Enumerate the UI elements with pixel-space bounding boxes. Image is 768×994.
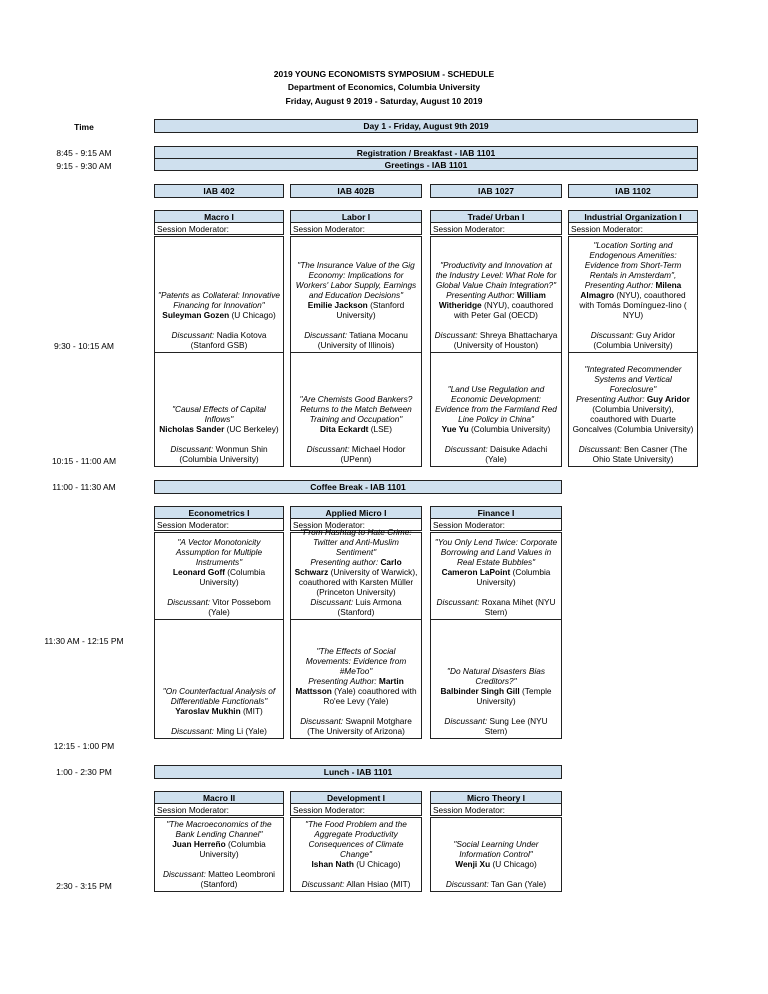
paper-title: "A Vector Monotonicity Assumption for Multiple Instruments"	[175, 537, 263, 567]
session-moderator: Session Moderator:	[430, 518, 562, 531]
session-moderator: Session Moderator:	[154, 803, 284, 816]
room-header: IAB 402	[154, 184, 284, 198]
discussant-name: Guy Aridor (Columbia University)	[593, 330, 676, 350]
author-affiliation: (UC Berkeley)	[224, 424, 279, 434]
discussant-line	[434, 716, 558, 736]
time-slot: 12:15 - 1:00 PM	[53, 741, 115, 751]
discussant-label: Discussant:	[301, 879, 345, 889]
session-title: Econometrics I	[154, 506, 284, 519]
registration-bar: Registration / Breakfast - IAB 1101	[154, 146, 698, 159]
time-slot: 2:30 - 3:15 PM	[56, 881, 112, 891]
greetings-bar: Greetings - IAB 1101	[154, 158, 698, 171]
time-slot: 10:15 - 11:00 AM	[51, 456, 117, 466]
discussant-name: Michael Hodor (UPenn)	[340, 444, 406, 464]
paper-block	[434, 260, 558, 320]
author-affiliation: (U Chicago)	[229, 310, 276, 320]
session-title: Industrial Organization I	[568, 210, 698, 223]
discussant-line	[434, 330, 558, 350]
session-moderator: Session Moderator:	[290, 222, 422, 235]
session-moderator: Session Moderator:	[430, 803, 562, 816]
session-title: Macro II	[154, 791, 284, 804]
author-name: Carlo Schwarz	[294, 557, 402, 577]
presenting-label: Presenting Author:	[576, 394, 647, 404]
presenting-label: Presenting Author:	[584, 280, 656, 290]
author-affiliation: (U Chicago)	[490, 859, 537, 869]
paper-block	[434, 384, 558, 434]
paper-block	[158, 404, 280, 434]
paper-block	[294, 260, 418, 320]
paper-cell	[430, 532, 562, 620]
discussant-label: Discussant:	[304, 330, 348, 340]
author-affiliation: (Columbia University)	[199, 567, 266, 587]
discussant-line	[294, 879, 418, 889]
paper-title: "Land Use Regulation and Economic Development: Evidence from the Farmland Red Line Policy in China"	[435, 384, 557, 424]
discussant-line	[294, 716, 418, 736]
paper-cell	[154, 817, 284, 892]
session-title: Labor I	[290, 210, 422, 223]
session-moderator: Session Moderator:	[568, 222, 698, 235]
author-name: Martin Mattsson	[295, 676, 404, 696]
author-affiliation: (Columbia University)	[476, 567, 551, 587]
author-affiliation: (NYU), coauthored with Peter Gal (OECD)	[454, 300, 554, 320]
paper-title: "You Only Lend Twice: Corporate Borrowing and Land Values in Real Estate Bubbles"	[434, 537, 558, 567]
discussant-label: Discussant:	[171, 330, 215, 340]
author-name: Juan Herreño	[172, 839, 226, 849]
discussant-line	[434, 444, 558, 464]
paper-title: "On Counterfactual Analysis of Differentiable Functionals"	[162, 686, 276, 706]
session-title: Trade/ Urban I	[430, 210, 562, 223]
discussant-label: Discussant:	[171, 726, 214, 736]
room-header: IAB 402B	[290, 184, 422, 198]
discussant-line	[572, 444, 694, 464]
author-affiliation: (MIT)	[240, 706, 263, 716]
time-slot: 1:00 - 2:30 PM	[56, 767, 112, 777]
discussant-label: Discussant:	[578, 444, 622, 454]
author-affiliation: (LSE)	[368, 424, 392, 434]
discussant-label: Discussant:	[434, 330, 478, 340]
lunch-bar: Lunch - IAB 1101	[154, 765, 562, 779]
paper-title: "The Effects of Social Movements: Evidence from #MeToo"	[305, 646, 407, 676]
day-banner: Day 1 - Friday, August 9th 2019	[154, 119, 698, 133]
discussant-line	[294, 330, 418, 350]
author-affiliation: (Columbia University), coauthored with Duarte Goncalves (Columbia University)	[572, 404, 694, 434]
paper-title: "From Hashtag to Hate Crime: Twitter and Anti-Muslim Sentiment"	[300, 527, 412, 557]
paper-block	[294, 819, 418, 869]
discussant-name: Luis Armona (Stanford)	[337, 597, 402, 617]
author-name: Milena Almagro	[580, 280, 682, 300]
author-affiliation: (University of Warwick), coauthored with Karsten Müller (Princeton University)	[298, 567, 418, 597]
discussant-name: Roxana Mihet (NYU Stern)	[481, 597, 556, 617]
paper-block	[158, 290, 280, 320]
discussant-name: Tan Gan (Yale)	[490, 879, 547, 889]
paper-block	[572, 240, 694, 320]
paper-cell	[290, 352, 422, 467]
author-name: Leonard Goff	[172, 567, 225, 577]
time-slot: 11:30 AM - 12:15 PM	[44, 636, 124, 646]
session-title: Micro Theory I	[430, 791, 562, 804]
discussant-line	[294, 597, 418, 617]
paper-cell	[290, 236, 422, 353]
paper-cell	[154, 619, 284, 739]
room-header: IAB 1027	[430, 184, 562, 198]
discussant-name: Sung Lee (NYU Stern)	[484, 716, 548, 736]
discussant-name: Nadia Kotova (Stanford GSB)	[190, 330, 267, 350]
coffee-break-bar: Coffee Break - IAB 1101	[154, 480, 562, 494]
discussant-label: Discussant:	[590, 330, 634, 340]
session-title: Applied Micro I	[290, 506, 422, 519]
discussant-line	[158, 330, 280, 350]
author-name: Suleyman Gozen	[162, 310, 230, 320]
presenting-label: Presenting Author:	[446, 290, 517, 300]
author-name: Dita Eckardt	[320, 424, 369, 434]
discussant-label: Discussant:	[300, 716, 344, 726]
author-name: Yue Yu	[441, 424, 469, 434]
paper-cell	[154, 236, 284, 353]
discussant-name: Daisuke Adachi (Yale)	[485, 444, 548, 464]
session-moderator: Session Moderator:	[154, 222, 284, 235]
paper-block	[294, 527, 418, 597]
paper-title: "The Insurance Value of the Gig Economy: Implications for Workers' Labor Supply, Earnings and Education Decisions"	[295, 260, 417, 300]
author-name: Ishan Nath	[311, 859, 354, 869]
paper-cell	[430, 352, 562, 467]
author-affiliation: (Temple University)	[476, 686, 552, 706]
paper-title: "Are Chemists Good Bankers? Returns to the Match Between Training and Occupation"	[299, 394, 413, 424]
discussant-line	[434, 597, 558, 617]
author-name: Guy Aridor	[646, 394, 690, 404]
paper-block	[158, 819, 280, 859]
discussant-label: Discussant:	[444, 444, 488, 454]
paper-cell	[430, 817, 562, 892]
discussant-name: Tatiana Mocanu (University of Illinois)	[317, 330, 408, 350]
paper-cell	[290, 619, 422, 739]
paper-block	[158, 537, 280, 587]
presenting-label: Presenting Author:	[308, 676, 379, 686]
paper-block	[294, 646, 418, 706]
discussant-label: Discussant:	[162, 869, 206, 879]
discussant-label: Discussant:	[170, 444, 214, 454]
author-name: William Witheridge	[438, 290, 546, 310]
paper-title: "Integrated Recommender Systems and Vertical Foreclosure"	[584, 364, 682, 394]
dates-line: Friday, August 9 2019 - Saturday, August 10 2019	[285, 96, 483, 106]
room-header: IAB 1102	[568, 184, 698, 198]
discussant-label: Discussant:	[310, 597, 354, 607]
author-name: Emilie Jackson	[307, 300, 368, 310]
session-moderator: Session Moderator:	[430, 222, 562, 235]
discussant-line	[158, 444, 280, 464]
paper-title: "Social Learning Under Information Control"	[453, 839, 539, 859]
paper-title: "The Macroeconomics of the Bank Lending Channel"	[166, 819, 272, 839]
paper-cell	[290, 817, 422, 892]
paper-block	[294, 394, 418, 434]
paper-title: "Location Sorting and Endogenous Amenities: Evidence from Short-Term Rentals in Amsterdam",	[584, 240, 682, 280]
discussant-line	[158, 726, 280, 736]
paper-title: "Do Natural Disasters Bias Creditors?"	[447, 666, 545, 686]
discussant-line	[294, 444, 418, 464]
department-line: Department of Economics, Columbia University	[287, 82, 481, 92]
session-moderator: Session Moderator:	[290, 803, 422, 816]
discussant-name: Shreya Bhattacharya (University of Houston)	[453, 330, 558, 350]
time-slot: 9:30 - 10:15 AM	[53, 341, 114, 351]
paper-cell	[568, 352, 698, 467]
discussant-name: Wonmun Shin (Columbia University)	[179, 444, 268, 464]
time-slot: 11:00 - 11:30 AM	[52, 482, 116, 492]
discussant-line	[434, 879, 558, 889]
discussant-line	[158, 597, 280, 617]
discussant-line	[158, 869, 280, 889]
discussant-label: Discussant:	[167, 597, 211, 607]
session-title: Development I	[290, 791, 422, 804]
paper-cell	[154, 352, 284, 467]
presenting-label: Presenting author:	[310, 557, 381, 567]
paper-block	[158, 686, 280, 716]
session-title: Macro I	[154, 210, 284, 223]
discussant-name: Matteo Leombroni (Stanford)	[200, 869, 276, 889]
paper-title: "Patents as Collateral: Innovative Financing for Innovation"	[158, 290, 280, 310]
session-moderator: Session Moderator:	[290, 518, 422, 531]
author-name: Wenji Xu	[455, 859, 491, 869]
discussant-label: Discussant:	[444, 716, 488, 726]
paper-cell	[430, 236, 562, 353]
discussant-label: Discussant:	[445, 879, 489, 889]
session-moderator: Session Moderator:	[154, 518, 284, 531]
session-title: Finance I	[430, 506, 562, 519]
discussant-line	[572, 330, 694, 350]
paper-block	[434, 839, 558, 869]
schedule-title: 2019 YOUNG ECONOMISTS SYMPOSIUM - SCHEDULE	[273, 69, 495, 79]
discussant-name: Swapnil Motghare (The University of Arizona)	[307, 716, 412, 736]
author-affiliation: (Stanford University)	[336, 300, 405, 320]
time-column-header: Time	[74, 122, 94, 132]
author-name: Balbinder Singh Gill	[440, 686, 520, 696]
time-slot: 9:15 - 9:30 AM	[56, 161, 112, 171]
author-affiliation: (NYU), coauthored with Tomás Domínguez-Iino ( NYU)	[579, 290, 687, 320]
paper-block	[572, 364, 694, 434]
paper-block	[434, 537, 558, 587]
paper-title: "The Food Problem and the Aggregate Productivity Consequences of Climate Change"	[305, 819, 407, 859]
discussant-name: Ben Casner (The Ohio State University)	[592, 444, 688, 464]
author-affiliation: (Columbia University)	[199, 839, 266, 859]
paper-cell	[154, 532, 284, 620]
author-name: Yaroslav Mukhin	[175, 706, 241, 716]
paper-cell	[568, 236, 698, 353]
paper-block	[434, 666, 558, 706]
paper-cell	[290, 527, 422, 620]
paper-title: "Causal Effects of Capital Inflows"	[172, 404, 266, 424]
discussant-name: Vitor Possebom (Yale)	[208, 597, 271, 617]
author-affiliation: (Columbia University)	[468, 424, 551, 434]
time-slot: 8:45 - 9:15 AM	[56, 148, 112, 158]
discussant-label: Discussant:	[436, 597, 480, 607]
author-name: Cameron LaPoint	[441, 567, 511, 577]
author-affiliation: (U Chicago)	[353, 859, 401, 869]
author-affiliation: (Yale) coauthored with Ro'ee Levy (Yale)	[323, 686, 417, 706]
paper-cell	[430, 619, 562, 739]
author-name: Nicholas Sander	[159, 424, 225, 434]
paper-title: "Productivity and Innovation at the Industry Level: What Role for Global Value Chain Integration?"	[435, 260, 557, 290]
discussant-label: Discussant:	[306, 444, 350, 454]
discussant-name: Ming Li (Yale)	[216, 726, 267, 736]
discussant-name: Allan Hsiao (MIT)	[346, 879, 411, 889]
